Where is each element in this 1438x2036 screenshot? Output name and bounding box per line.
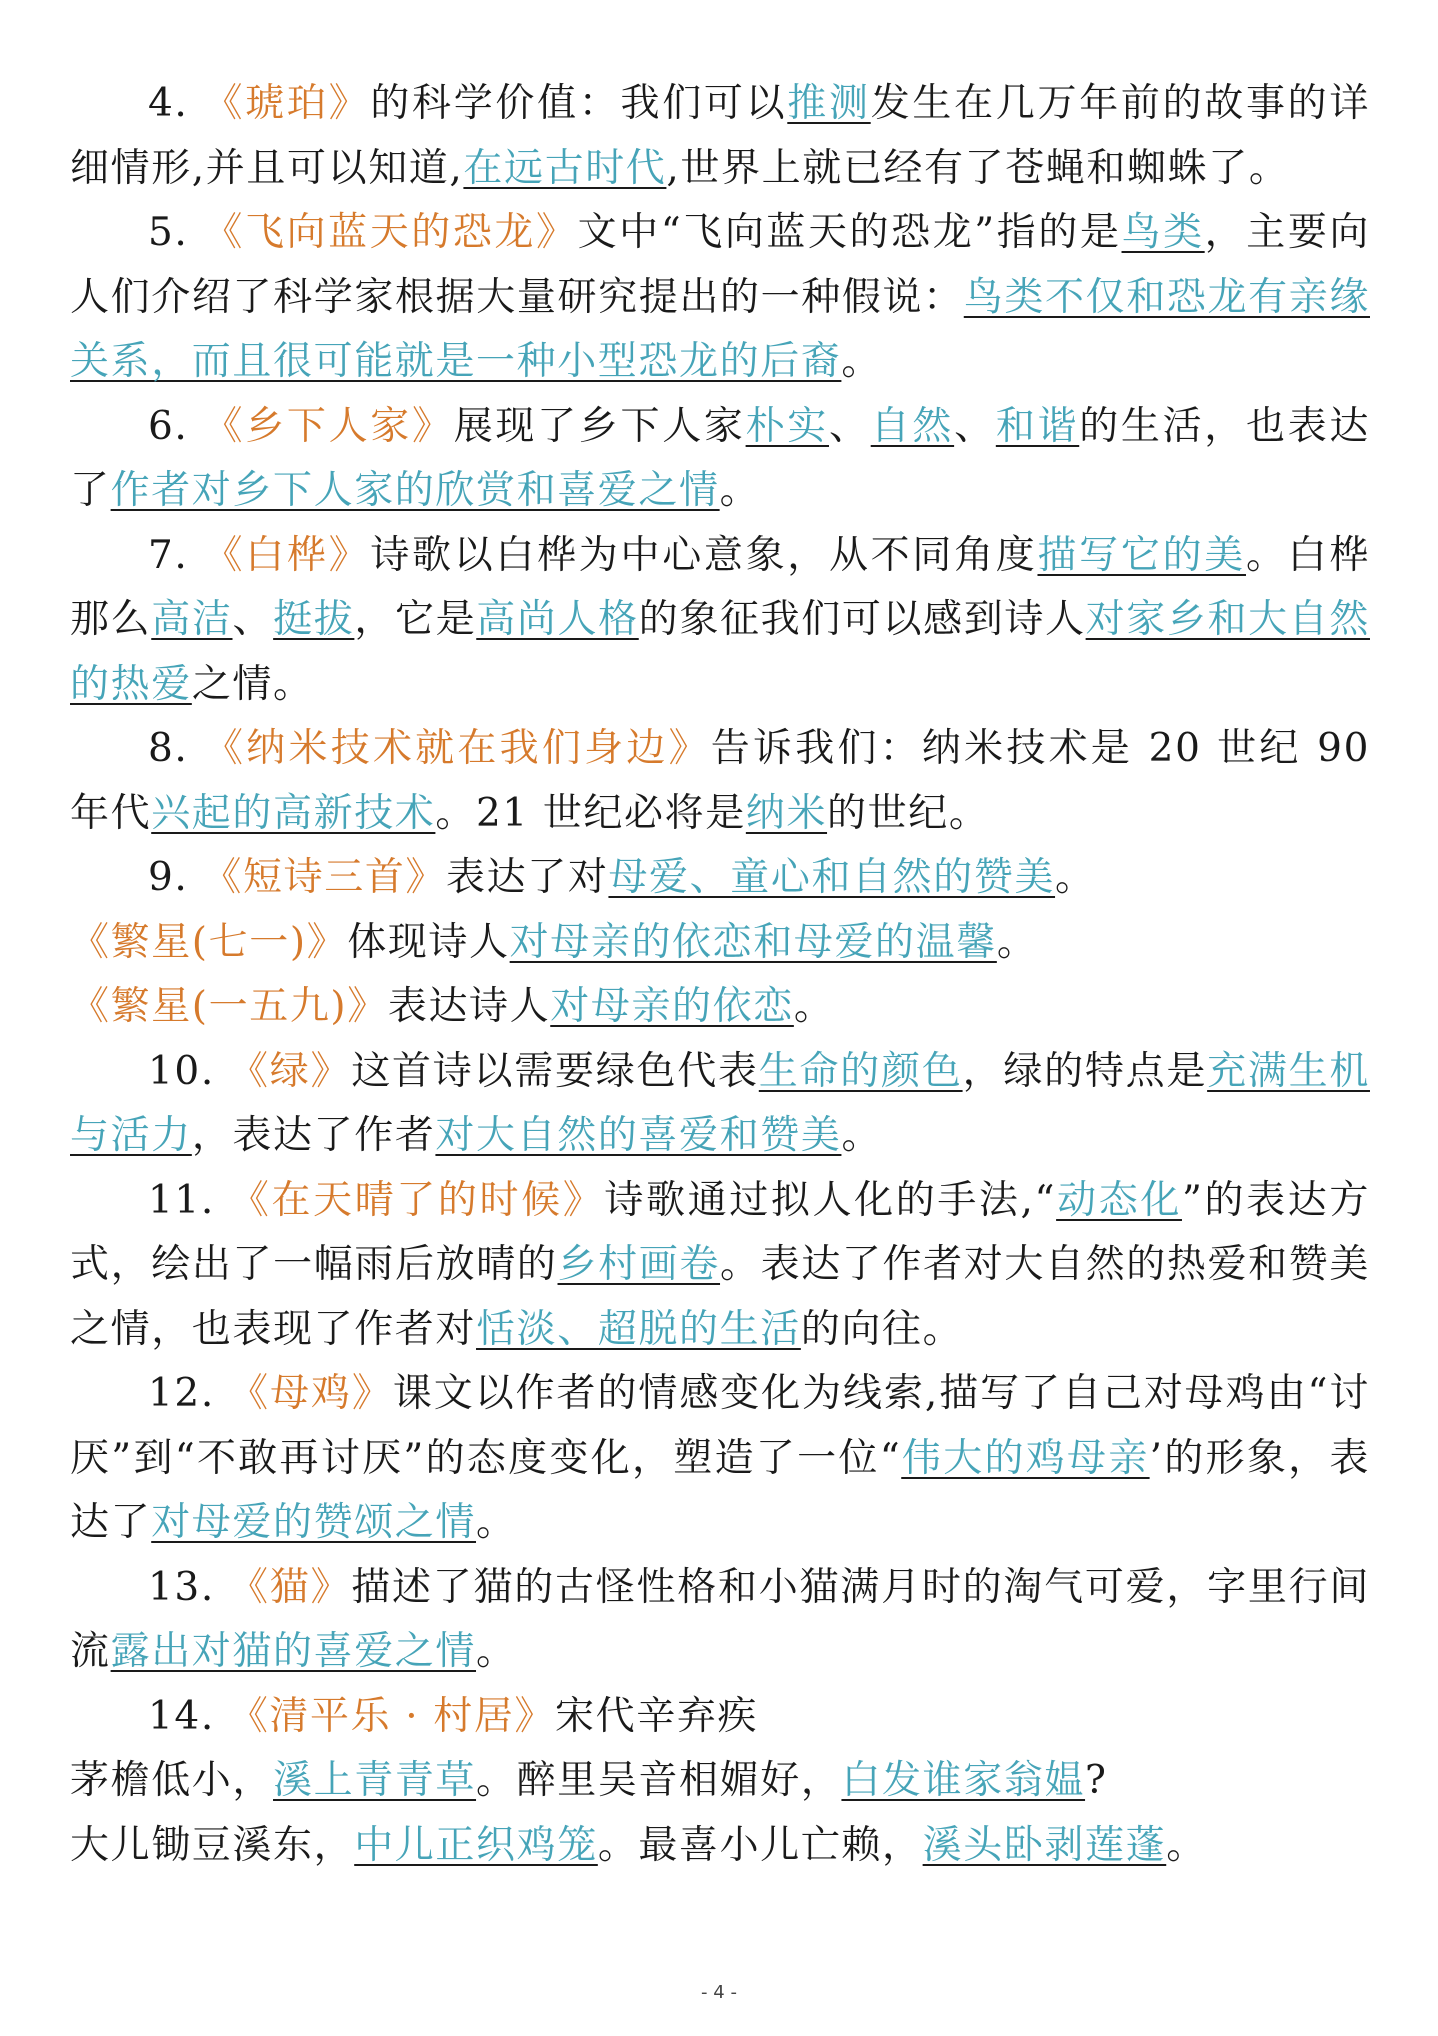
answer-blank: 作者对乡下人家的欣赏和喜爱之情	[110, 468, 720, 513]
body-text: 诗歌通过拟人化的手法,“	[604, 1177, 1057, 1223]
body-text: 这首诗以需要绿色代表	[351, 1048, 759, 1094]
poem-line-1	[70, 1749, 1370, 1814]
body-text: ，表达了作者	[191, 1113, 436, 1158]
body-text: 。醉里吴音相媚好，	[476, 1758, 842, 1803]
lesson-title: 《绿》	[228, 1048, 352, 1094]
lesson-title: 《母鸡》	[229, 1371, 393, 1416]
body-text: 。	[841, 339, 883, 384]
answer-blank: 对家乡和大自然的热爱	[70, 597, 1370, 707]
body-text: 。	[719, 468, 761, 513]
body-text: 之情。	[191, 661, 314, 707]
body-text: 、	[829, 403, 871, 449]
lesson-title: 《猫》	[228, 1564, 352, 1610]
body-text: ，主要向人们介绍了科学家根据大量研究提出的一种假说：	[70, 210, 1370, 320]
answer-blank: 高洁	[151, 597, 233, 642]
body-text: 14.	[148, 1693, 229, 1739]
answer-blank: 朴实	[745, 403, 829, 449]
body-text: 茅檐低小，	[70, 1758, 274, 1803]
body-text: 。	[841, 1113, 883, 1158]
answer-blank: 对母亲的依恋	[550, 984, 794, 1029]
body-text: 、	[232, 597, 274, 642]
body-text: 描述了猫的古怪性格和小猫满月时的淘气可爱，字里行间流	[70, 1564, 1370, 1674]
body-text: 5.	[148, 210, 204, 255]
paragraph-12	[70, 1362, 1370, 1556]
body-text: ’的形象，表达了	[70, 1435, 1371, 1545]
body-text: 。	[793, 984, 835, 1029]
answer-blank: 纳米	[745, 790, 828, 836]
body-text: ?	[1085, 1758, 1108, 1803]
body-text: 文中“飞向蓝天的恐龙”指的是	[577, 210, 1122, 255]
body-text: 。	[1166, 1822, 1207, 1868]
body-text: 4.	[148, 81, 204, 126]
body-text: 的科学价值：我们可以	[370, 81, 788, 126]
answer-blank: 推测	[787, 81, 871, 126]
body-text: 11.	[148, 1177, 230, 1223]
body-text: 。白桦那么	[70, 532, 1370, 642]
body-text: 。	[996, 919, 1038, 965]
poem-line-2	[70, 1814, 1370, 1879]
body-text: 课文以作者的情感变化为线索,描写了自己对母鸡由“讨厌”到“不敢再讨厌”的态度变化，塑造了一位“	[70, 1371, 1370, 1481]
body-text: 表达诗人	[387, 984, 551, 1029]
body-text: 告诉我们：纳米技术是 20 世纪 90 年代	[70, 726, 1371, 836]
body-text: 。最喜小儿亡赖，	[597, 1822, 923, 1868]
body-text: 发生在几万年前的故事的详细情形,并且可以知道,	[70, 81, 1370, 191]
answer-blank: 描写它的美	[1037, 532, 1246, 578]
answer-blank: 露出对猫的喜爱之情	[110, 1629, 477, 1674]
body-text: ,世界上就已经有了苍蝇和蜘蛛了。	[666, 145, 1290, 191]
page-number: - 4 -	[701, 1982, 737, 2003]
lesson-title: 《乡下人家》	[203, 403, 454, 449]
body-text: 的象征我们可以感到诗人	[638, 597, 1086, 642]
answer-blank: 溪头卧剥莲蓬	[922, 1822, 1167, 1868]
body-text: 的向往。	[800, 1306, 964, 1352]
lesson-title: 《短诗三首》	[202, 855, 447, 900]
answer-blank: 溪上青青草	[273, 1758, 477, 1803]
paragraph-5	[70, 201, 1370, 395]
body-text: 6.	[148, 403, 204, 449]
answer-blank: 伟大的鸡母亲	[901, 1435, 1150, 1481]
answer-blank: 挺拔	[273, 597, 355, 642]
paragraph-9-poem-1	[70, 911, 1370, 976]
lesson-title: 《清平乐 · 村居》	[228, 1693, 556, 1739]
lesson-title: 《琥珀》	[203, 81, 371, 126]
answer-blank: 对母亲的依恋和母爱的温馨	[509, 919, 997, 965]
answer-blank: 恬淡、超脱的生活	[476, 1306, 801, 1352]
paragraph-11	[70, 1169, 1370, 1363]
answer-blank: 对大自然的喜爱和赞美	[435, 1113, 842, 1158]
body-text: 。表达了作者对大自然的热爱和赞美之情，也表现了作者对	[70, 1242, 1371, 1352]
body-text: 展现了乡下人家	[453, 403, 746, 449]
paragraph-8	[70, 717, 1370, 846]
body-text: ”的表达方式，绘出了一幅雨后放晴的	[70, 1177, 1370, 1287]
body-text: 诗歌以白桦为中心意象，从不同角度	[370, 532, 1038, 578]
body-text: ，绿的特点是	[962, 1048, 1208, 1094]
answer-blank: 乡村画卷	[557, 1242, 721, 1287]
answer-blank: 在远古时代	[463, 145, 667, 191]
body-text: 、	[954, 403, 996, 449]
document-body	[70, 72, 1370, 1878]
lesson-title: 《繁星(七一)》	[70, 919, 348, 965]
body-text: 大儿锄豆溪东，	[70, 1822, 355, 1868]
paragraph-10	[70, 1040, 1370, 1169]
paragraph-7	[70, 524, 1370, 718]
body-text: 表达了对	[446, 855, 609, 900]
answer-blank: 动态化	[1056, 1177, 1182, 1223]
paragraph-4	[70, 72, 1370, 201]
body-text: 。21 世纪必将是	[435, 790, 746, 836]
answer-blank: 自然	[870, 403, 955, 449]
answer-blank: 鸟类	[1121, 210, 1205, 255]
body-text: 体现诗人	[347, 919, 510, 965]
paragraph-9	[70, 846, 1370, 911]
body-text: 。	[1055, 855, 1096, 900]
answer-blank: 生命的颜色	[758, 1048, 963, 1094]
paragraph-6	[70, 395, 1370, 524]
answer-blank: 对母爱的赞颂之情	[151, 1500, 477, 1545]
paragraph-9-poem-2	[70, 975, 1370, 1040]
lesson-title: 《白桦》	[203, 532, 371, 578]
lesson-title: 《繁星(一五九)》	[70, 984, 388, 1029]
body-text: 12.	[148, 1371, 230, 1416]
answer-blank: 鸟类不仅和恐龙有亲缘关系，而且很可能就是一种小型恐龙的后裔	[70, 274, 1370, 384]
answer-blank: 兴起的高新技术	[151, 790, 436, 836]
lesson-title: 《在天晴了的时候》	[229, 1177, 605, 1223]
lesson-title: 《飞向蓝天的恐龙》	[203, 210, 578, 255]
body-text: 的生活，也表达了	[70, 403, 1371, 513]
paragraph-13	[70, 1556, 1370, 1685]
answer-blank: 白发谁家翁媪	[841, 1758, 1086, 1803]
body-text: 。	[476, 1629, 517, 1674]
body-text: 。	[476, 1500, 517, 1545]
body-text: 宋代辛弃疾	[555, 1693, 759, 1739]
answer-blank: 高尚人格	[476, 597, 639, 642]
answer-blank: 充满生机与活力	[70, 1048, 1370, 1158]
body-text: 的世纪。	[827, 790, 990, 836]
answer-blank: 中儿正织鸡笼	[354, 1822, 598, 1868]
lesson-title: 《纳米技术就在我们身边》	[204, 726, 711, 771]
answer-blank: 母爱、童心和自然的赞美	[608, 855, 1056, 900]
body-text: 7.	[148, 532, 204, 578]
body-text: 10.	[148, 1048, 229, 1094]
body-text: 8.	[148, 726, 205, 771]
answer-blank: 和谐	[995, 403, 1080, 449]
body-text: 9.	[148, 855, 203, 900]
paragraph-14	[70, 1685, 1370, 1750]
body-text: ，它是	[354, 597, 477, 642]
body-text: 13.	[148, 1564, 229, 1610]
